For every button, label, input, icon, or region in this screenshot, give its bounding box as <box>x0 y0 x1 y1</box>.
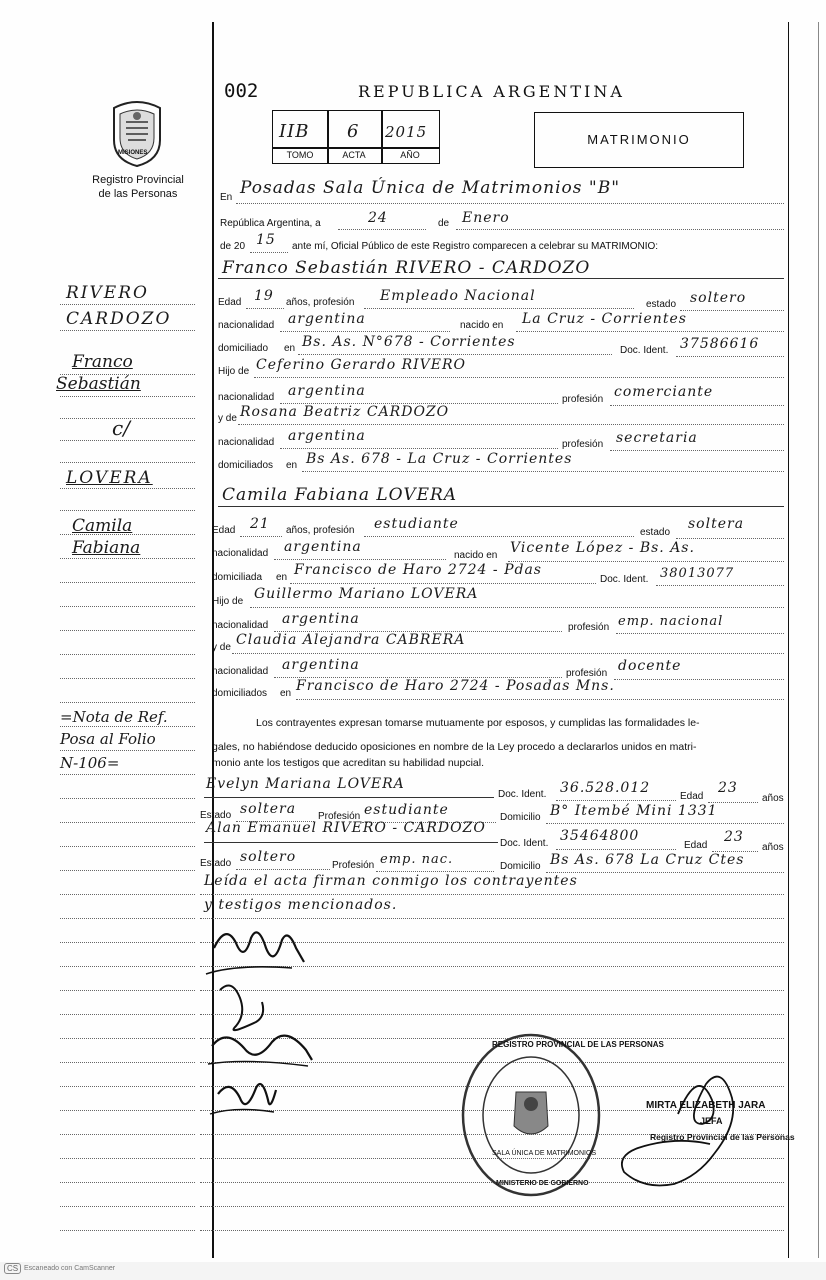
bride-doc-label: Doc. Ident. <box>600 574 649 585</box>
groom-yde-label: y de <box>218 413 237 424</box>
margin-line <box>60 488 195 489</box>
margin-line <box>60 462 195 463</box>
witness1-doc-label: Doc. Ident. <box>498 789 547 800</box>
witness1-edad-label: Edad <box>680 791 704 802</box>
margin-line <box>60 396 195 397</box>
margin-line <box>60 750 195 751</box>
bride-nacionalidad-label: nacionalidad <box>212 548 269 559</box>
margin-line <box>60 606 195 607</box>
bride-estado: soltera <box>688 516 745 532</box>
bride-father-profesion: emp. nacional <box>618 614 724 629</box>
margin-line <box>60 304 195 305</box>
groom-nacido-label: nacido en <box>460 320 504 331</box>
witness2-doc-label: Doc. Ident. <box>500 838 549 849</box>
witness2-domicilio: Bs As. 678 La Cruz Ctes <box>550 852 745 868</box>
page-edge-rule <box>818 22 819 1258</box>
margin-line <box>60 678 195 679</box>
bride-nacido-label: nacido en <box>454 550 498 561</box>
groom-parents-domicilio: Bs As. 678 - La Cruz - Corrientes <box>306 451 573 467</box>
ano-label: AÑO <box>400 150 420 160</box>
bride-en-label: en <box>276 572 288 583</box>
margin-line <box>60 774 195 775</box>
registry-name-line2: de las Personas <box>98 188 178 200</box>
margin-bride-given-1: Camila <box>72 516 133 536</box>
acta-label: ACTA <box>342 150 366 160</box>
margin-line <box>60 990 195 991</box>
margin-line <box>60 1206 195 1207</box>
witness2-estado-label: Estado <box>200 858 232 869</box>
groom-domicilio: Bs. As. N°678 - Corrientes <box>302 334 516 350</box>
bride-doc: 38013077 <box>660 566 735 581</box>
witness2-edad-label: Edad <box>684 840 708 851</box>
scanner-footer <box>0 1262 826 1280</box>
margin-line <box>60 702 195 703</box>
bride-mother-nac-label: nacionalidad <box>212 666 269 677</box>
act-type-label: MATRIMONIO <box>587 132 691 147</box>
bride-estado-label: estado <box>640 527 671 538</box>
bride-profesion: estudiante <box>374 516 459 532</box>
scanner-text: Escaneado con CamScanner <box>24 1265 116 1272</box>
bride-nacionalidad: argentina <box>284 539 362 555</box>
groom-doc-label: Doc. Ident. <box>620 345 669 356</box>
bride-parents-domicilio: Francisco de Haro 2724 - Posadas Mns. <box>296 678 615 694</box>
intro-year: 15 <box>256 232 276 248</box>
official-signature <box>614 1064 784 1194</box>
intro-republica-label: República Argentina, a <box>220 218 321 229</box>
bride-father-nacionalidad: argentina <box>282 611 360 627</box>
margin-line <box>60 1014 195 1015</box>
closing-line-2: y testigos mencionados. <box>204 897 398 913</box>
margin-line <box>60 870 195 871</box>
stamp-outer-text: REGISTRO PROVINCIAL DE LAS PERSONAS <box>492 1040 664 1049</box>
official-title: JEFA <box>700 1116 723 1126</box>
bride-father: Guillermo Mariano LOVERA <box>254 586 479 602</box>
groom-domiciliado-label: domiciliado <box>218 343 269 354</box>
witness1-domicilio: B° Itembé Mini 1331 <box>550 803 718 819</box>
official-office: Registro Provincial de las Personas <box>650 1132 795 1142</box>
groom-estado: soltero <box>690 290 747 306</box>
bride-domiciliada-label: domiciliada <box>212 572 263 583</box>
margin-groom-surname-2: CARDOZO <box>66 309 172 329</box>
bride-hijo-label: Hijo de <box>212 596 244 607</box>
intro-place: Posadas Sala Única de Matrimonios "B" <box>240 178 621 198</box>
witness1-profesion: estudiante <box>364 802 449 818</box>
margin-line <box>60 1038 195 1039</box>
margin-line <box>60 1062 195 1063</box>
groom-anos-profesion-label: años, profesión <box>286 297 355 308</box>
groom-hijo-label: Hijo de <box>218 366 250 377</box>
declaration-line-3: monio ante los testigos que acreditan su habilidad nupcial. <box>212 757 485 769</box>
groom-mother-nac-label: nacionalidad <box>218 437 275 448</box>
stamp-bottom-text: MINISTERIO DE GOBIERNO <box>496 1180 589 1187</box>
witness1-anos-label: años <box>762 793 784 804</box>
groom-profesion: Empleado Nacional <box>380 288 536 304</box>
bride-anos-profesion-label: años, profesión <box>286 525 355 536</box>
groom-mother-profesion: secretaria <box>616 430 698 446</box>
country-title: REPUBLICA ARGENTINA <box>358 82 625 101</box>
groom-father-prof-label: profesión <box>562 394 604 405</box>
margin-note-3: N-106= <box>60 754 120 772</box>
bride-mother: Claudia Alejandra CABRERA <box>236 632 466 648</box>
margin-line <box>60 582 195 583</box>
bride-mother-nacionalidad: argentina <box>282 657 360 673</box>
official-name: MIRTA ELIZABETH JARA <box>646 1100 766 1111</box>
tomo-value: IIB <box>279 121 310 142</box>
act-type-box <box>534 112 744 168</box>
margin-line <box>60 1158 195 1159</box>
witness2-profesion: emp. nac. <box>380 852 454 867</box>
groom-nacido: La Cruz - Corrientes <box>522 311 687 327</box>
seal-caption: MISIONES <box>118 150 148 156</box>
witness1-doc: 36.528.012 <box>560 780 651 796</box>
margin-line <box>60 1134 195 1135</box>
margin-line <box>60 440 195 441</box>
volume-box <box>272 110 440 164</box>
groom-edad-label: Edad <box>218 297 242 308</box>
groom-father-profesion: comerciante <box>614 384 714 400</box>
intro-de-label: de <box>438 218 450 229</box>
witness2-edad: 23 <box>724 829 744 845</box>
groom-estado-label: estado <box>646 299 677 310</box>
witness2-domicilio-label: Domicilio <box>500 861 541 872</box>
acta-value: 6 <box>347 121 360 142</box>
groom-mother: Rosana Beatriz CARDOZO <box>240 404 450 420</box>
province-seal <box>108 98 166 168</box>
witness1-estado-label: Estado <box>200 810 232 821</box>
groom-mother-prof-label: profesión <box>562 439 604 450</box>
intro-text: ante mí, Oficial Público de este Registro comparecen a celebrar su MATRIMONIO: <box>292 241 659 252</box>
groom-mother-nacionalidad: argentina <box>288 428 366 444</box>
bride-full-name: Camila Fabiana LOVERA <box>222 485 458 505</box>
groom-full-name: Franco Sebastián RIVERO - CARDOZO <box>222 258 591 278</box>
right-margin-rule <box>788 22 789 1258</box>
bride-edad: 21 <box>250 516 270 532</box>
tomo-label: TOMO <box>286 150 314 160</box>
margin-line <box>60 798 195 799</box>
province-seal-icon <box>108 98 166 168</box>
margin-line <box>60 1230 195 1231</box>
groom-father: Ceferino Gerardo RIVERO <box>256 357 466 373</box>
margin-line <box>60 510 195 511</box>
margin-line <box>60 1086 195 1087</box>
witness2-doc: 35464800 <box>560 828 640 844</box>
margin-line <box>60 966 195 967</box>
margin-note-1: =Nota de Ref. <box>60 708 168 726</box>
witness2-estado: soltero <box>240 849 297 865</box>
act-number: 002 <box>224 80 259 102</box>
intro-day: 24 <box>368 210 388 226</box>
bride-father-nac-label: nacionalidad <box>212 620 269 631</box>
margin-line <box>60 630 195 631</box>
groom-edad: 19 <box>254 288 274 304</box>
witness2-name: Alan Emanuel RIVERO - CARDOZO <box>206 820 486 836</box>
margin-line <box>60 1182 195 1183</box>
groom-domiciliados-label: domiciliados <box>218 460 274 471</box>
closing-line-1: Leída el acta firman conmigo los contrayentes <box>204 873 578 889</box>
groom-doc: 37586616 <box>680 336 760 352</box>
registry-name-line1: Registro Provincial <box>92 174 184 186</box>
bride-mother-prof-label: profesión <box>566 668 608 679</box>
groom-nacionalidad: argentina <box>288 311 366 327</box>
margin-line <box>60 894 195 895</box>
intro-month: Enero <box>462 210 510 226</box>
bride-edad-label: Edad <box>212 525 236 536</box>
margin-groom-given-1: Franco <box>72 352 133 372</box>
bride-father-prof-label: profesión <box>568 622 610 633</box>
margin-line <box>60 822 195 823</box>
margin-line <box>60 918 195 919</box>
witness2-anos-label: años <box>762 842 784 853</box>
bride-domiciliados-en-label: en <box>280 688 292 699</box>
signatures <box>196 918 336 1138</box>
witness1-profesion-label: Profesión <box>318 811 361 822</box>
margin-line <box>60 330 195 331</box>
margin-line <box>60 558 195 559</box>
groom-domiciliados-en-label: en <box>286 460 298 471</box>
bride-nacido: Vicente López - Bs. As. <box>510 540 695 556</box>
bride-mother-profesion: docente <box>618 658 682 674</box>
margin-bride-surname: LOVERA <box>66 468 153 488</box>
groom-en-label: en <box>284 343 296 354</box>
groom-father-nac-label: nacionalidad <box>218 392 275 403</box>
margin-line <box>60 1110 195 1111</box>
margin-groom-surname-1: RIVERO <box>66 283 149 303</box>
witness1-name: Evelyn Mariana LOVERA <box>206 776 405 792</box>
intro-year-prefix: de 20 <box>220 241 246 252</box>
groom-nacionalidad-label: nacionalidad <box>218 320 275 331</box>
margin-groom-given-2: Sebastián <box>56 374 141 394</box>
stamp-inner-text: SALA ÚNICA DE MATRIMONIOS <box>492 1150 597 1157</box>
margin-line <box>60 846 195 847</box>
margin-note-2: Posa al Folio <box>60 730 156 748</box>
margin-connector: c/ <box>112 416 130 440</box>
groom-father-nacionalidad: argentina <box>288 383 366 399</box>
declaration-line-2: gales, no habiéndose deducido oposiciones en nombre de la Ley procedo a declararlos unidos en matri- <box>212 741 697 753</box>
bride-domicilio: Francisco de Haro 2724 - Pdas <box>294 562 542 578</box>
declaration-line-1: Los contrayentes expresan tomarse mutuamente por esposos, y cumplidas las formalidades le- <box>256 717 700 729</box>
witness1-estado: soltera <box>240 801 297 817</box>
bride-yde-label: y de <box>212 642 231 653</box>
witness1-domicilio-label: Domicilio <box>500 812 541 823</box>
bride-domiciliados-label: domiciliados <box>212 688 268 699</box>
ano-value: 2015 <box>385 123 428 141</box>
scanner-logo: CS <box>4 1263 21 1274</box>
margin-line <box>60 654 195 655</box>
official-round-stamp <box>456 1030 664 1200</box>
margin-line <box>60 942 195 943</box>
margin-bride-given-2: Fabiana <box>72 538 141 558</box>
margin-line <box>60 726 195 727</box>
witness1-edad: 23 <box>718 780 738 796</box>
witness2-profesion-label: Profesión <box>332 860 375 871</box>
intro-en-label: En <box>220 192 233 203</box>
